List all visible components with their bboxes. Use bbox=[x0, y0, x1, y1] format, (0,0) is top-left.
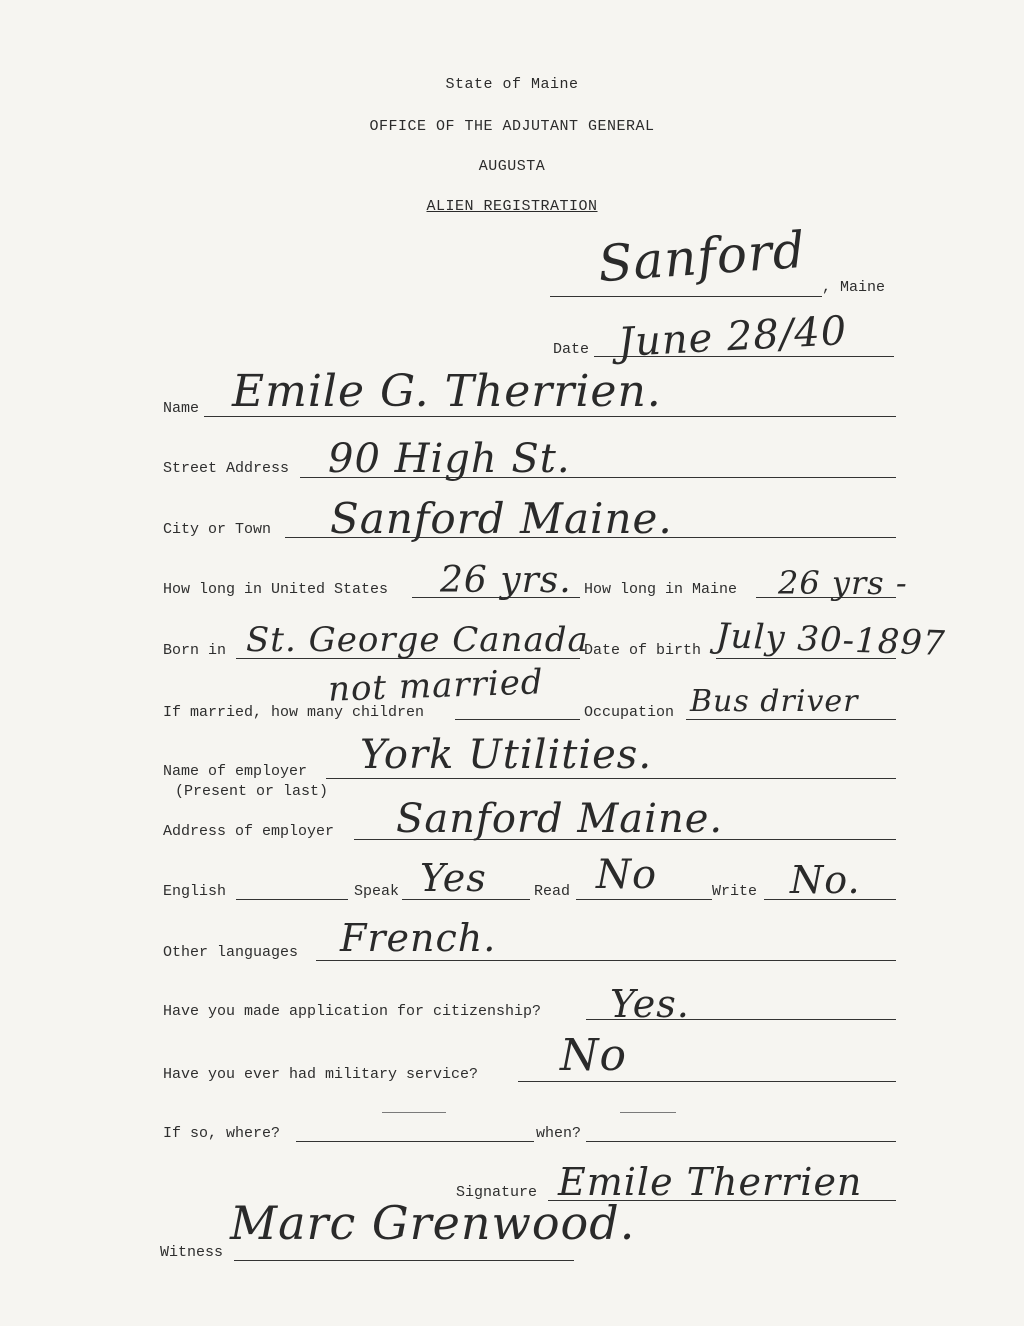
born-in-value: St. George Canada bbox=[246, 620, 589, 660]
born-in-label: Born in bbox=[163, 642, 227, 659]
employer-addr-label: Address of employer bbox=[163, 823, 335, 840]
where-label: If so, where? bbox=[163, 1125, 281, 1142]
when-dash-mark bbox=[620, 1112, 676, 1113]
where-line bbox=[296, 1141, 534, 1142]
married-line bbox=[455, 719, 580, 720]
witness-label: Witness bbox=[160, 1244, 224, 1261]
military-label: Have you ever had military service? bbox=[163, 1066, 479, 1083]
employer-value: York Utilities. bbox=[360, 732, 653, 778]
witness-line bbox=[234, 1260, 574, 1261]
military-line bbox=[518, 1081, 896, 1082]
signature-label: Signature bbox=[456, 1184, 538, 1201]
name-label: Name bbox=[163, 400, 200, 417]
occupation-label: Occupation bbox=[584, 704, 675, 721]
occupation-line bbox=[686, 719, 896, 720]
name-value: Emile G. Therrien. bbox=[232, 366, 662, 417]
where-dash-mark bbox=[382, 1112, 446, 1113]
witness-value: Marc Grenwood. bbox=[230, 1196, 636, 1250]
when-line bbox=[586, 1141, 896, 1142]
dob-value: July 30-1897 bbox=[715, 616, 947, 664]
how-long-us-label: How long in United States bbox=[163, 581, 389, 598]
other-lang-value: French. bbox=[340, 916, 497, 960]
read-label: Read bbox=[534, 883, 571, 900]
date-label: Date bbox=[553, 341, 590, 358]
street-value: 90 High St. bbox=[328, 436, 571, 482]
employer-sub-label: (Present or last) bbox=[175, 783, 329, 800]
city-value: Sanford Maine. bbox=[330, 494, 673, 543]
speak-value: Yes bbox=[420, 856, 487, 900]
header-state: State of Maine bbox=[445, 76, 579, 93]
signature-value: Emile Therrien bbox=[558, 1160, 863, 1204]
employer-line bbox=[326, 778, 896, 779]
occupation-value: Bus driver bbox=[690, 684, 859, 719]
other-lang-line bbox=[316, 960, 896, 961]
citizenship-label: Have you made application for citizenship? bbox=[163, 1003, 542, 1020]
read-line bbox=[576, 899, 712, 900]
when-label: when? bbox=[536, 1125, 582, 1142]
married-value: not married bbox=[327, 662, 545, 710]
maine-label: , Maine bbox=[822, 279, 886, 296]
employer-label: Name of employer bbox=[163, 763, 308, 780]
employer-addr-value: Sanford Maine. bbox=[396, 796, 724, 842]
read-value: No bbox=[596, 852, 658, 898]
header-title-text: ALIEN REGISTRATION bbox=[426, 198, 598, 215]
city-label: City or Town bbox=[163, 521, 272, 538]
header-title bbox=[0, 198, 1024, 215]
date-value: June 28/40 bbox=[616, 308, 849, 366]
other-lang-label: Other languages bbox=[163, 944, 299, 961]
town-value: Sanford bbox=[596, 220, 808, 294]
english-label: English bbox=[163, 883, 227, 900]
speak-label: Speak bbox=[354, 883, 400, 900]
write-value: No. bbox=[790, 858, 861, 902]
write-label: Write bbox=[712, 883, 758, 900]
military-value: No bbox=[560, 1030, 627, 1081]
header-office: OFFICE OF THE ADJUTANT GENERAL bbox=[369, 118, 655, 135]
english-line bbox=[236, 899, 348, 900]
how-long-me-value: 26 yrs - bbox=[778, 564, 908, 602]
street-label: Street Address bbox=[163, 460, 290, 477]
how-long-us-value: 26 yrs. bbox=[440, 560, 572, 601]
dob-label: Date of birth bbox=[584, 642, 702, 659]
header-city: AUGUSTA bbox=[478, 158, 546, 175]
married-label: If married, how many children bbox=[163, 704, 425, 721]
how-long-me-label: How long in Maine bbox=[584, 581, 738, 598]
town-line bbox=[550, 296, 822, 297]
citizenship-value: Yes. bbox=[610, 982, 690, 1026]
